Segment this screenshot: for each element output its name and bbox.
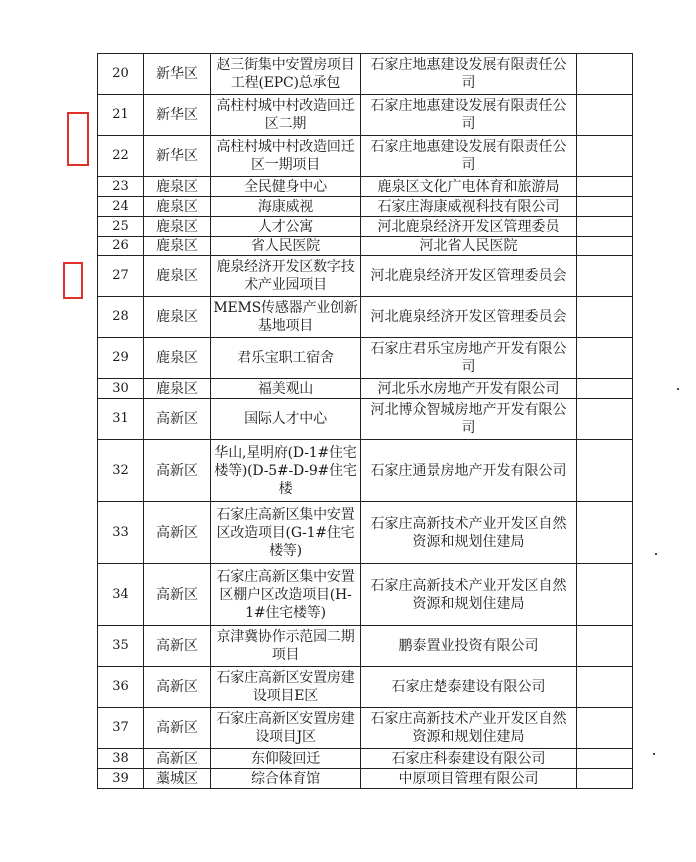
note-cell [577,136,633,177]
scan-dot [653,753,655,755]
district-cell: 高新区 [144,564,211,626]
table-row [98,769,633,789]
table-row [98,440,633,502]
note-cell [577,95,633,136]
note-cell [577,399,633,440]
note-cell [577,217,633,237]
row-number: 24 [98,197,144,217]
project-name-cell: 综合体育馆 [211,769,361,789]
row-number: 27 [98,256,144,297]
row-number: 20 [98,54,144,95]
note-cell [577,749,633,769]
district-cell: 鹿泉区 [144,379,211,399]
company-cell: 石家庄楚泰建设有限公司 [361,667,577,708]
district-cell: 藁城区 [144,769,211,789]
table-row [98,95,633,136]
company-cell: 鹏泰置业投资有限公司 [361,626,577,667]
note-cell [577,769,633,789]
row-number: 23 [98,177,144,197]
district-cell: 新华区 [144,136,211,177]
row-number: 22 [98,136,144,177]
table-row [98,502,633,564]
note-cell [577,502,633,564]
district-cell: 新华区 [144,54,211,95]
note-cell [577,54,633,95]
district-cell: 鹿泉区 [144,237,211,256]
company-cell: 石家庄海康威视科技有限公司 [361,197,577,217]
table-row [98,54,633,95]
table-row [98,217,633,237]
note-cell [577,237,633,256]
company-cell: 石家庄地惠建设发展有限责任公司 [361,95,577,136]
table-row [98,626,633,667]
project-name-cell: 华山,星明府(D-1#住宅楼等)(D-5#-D-9#住宅楼 [211,440,361,502]
district-cell: 鹿泉区 [144,197,211,217]
company-cell: 石家庄君乐宝房地产开发有限公司 [361,338,577,379]
project-name-cell: MEMS传感器产业创新基地项目 [211,297,361,338]
project-name-cell: 石家庄高新区集中安置区改造项目(G-1#住宅楼等) [211,502,361,564]
company-cell: 石家庄地惠建设发展有限责任公司 [361,136,577,177]
note-cell [577,338,633,379]
table-row [98,297,633,338]
note-cell [577,667,633,708]
project-name-cell: 海康威视 [211,197,361,217]
district-cell: 高新区 [144,440,211,502]
district-cell: 高新区 [144,626,211,667]
district-cell: 鹿泉区 [144,297,211,338]
table-row [98,136,633,177]
note-cell [577,708,633,749]
district-cell: 新华区 [144,95,211,136]
company-cell: 石家庄高新技术产业开发区自然资源和规划住建局 [361,502,577,564]
table-row [98,338,633,379]
table-row [98,177,633,197]
project-table [97,53,633,789]
table-row [98,237,633,256]
project-name-cell: 省人民医院 [211,237,361,256]
company-cell: 中原项目管理有限公司 [361,769,577,789]
project-name-cell: 鹿泉经济开发区数字技术产业园项目 [211,256,361,297]
row-number: 34 [98,564,144,626]
row-number: 21 [98,95,144,136]
red-marker-row-27 [63,262,83,299]
project-name-cell: 福美观山 [211,379,361,399]
table-row [98,708,633,749]
note-cell [577,626,633,667]
note-cell [577,440,633,502]
company-cell: 河北鹿泉经济开发区管理委员会 [361,256,577,297]
district-cell: 鹿泉区 [144,177,211,197]
table-row [98,564,633,626]
row-number: 35 [98,626,144,667]
company-cell: 石家庄科泰建设有限公司 [361,749,577,769]
table-row [98,399,633,440]
project-name-cell: 京津冀协作示范园二期项目 [211,626,361,667]
table-row [98,197,633,217]
row-number: 33 [98,502,144,564]
note-cell [577,177,633,197]
project-name-cell: 全民健身中心 [211,177,361,197]
project-name-cell: 人才公寓 [211,217,361,237]
company-cell: 河北鹿泉经济开发区管理委员 [361,217,577,237]
red-marker-rows-21-22 [67,112,89,166]
project-name-cell: 东仰陵回迁 [211,749,361,769]
row-number: 30 [98,379,144,399]
note-cell [577,256,633,297]
row-number: 38 [98,749,144,769]
district-cell: 高新区 [144,667,211,708]
company-cell: 石家庄高新技术产业开发区自然资源和规划住建局 [361,708,577,749]
scan-dot [677,388,679,390]
row-number: 31 [98,399,144,440]
project-name-cell: 石家庄高新区集中安置区棚户区改造项目(H-1#住宅楼等) [211,564,361,626]
note-cell [577,564,633,626]
row-number: 36 [98,667,144,708]
district-cell: 高新区 [144,399,211,440]
note-cell [577,297,633,338]
project-name-cell: 石家庄高新区安置房建设项目J区 [211,708,361,749]
scan-dot [655,553,657,555]
table-row [98,256,633,297]
company-cell: 石家庄高新技术产业开发区自然资源和规划住建局 [361,564,577,626]
row-number: 28 [98,297,144,338]
district-cell: 鹿泉区 [144,256,211,297]
company-cell: 石家庄通景房地产开发有限公司 [361,440,577,502]
row-number: 29 [98,338,144,379]
company-cell: 河北鹿泉经济开发区管理委员会 [361,297,577,338]
table-row [98,667,633,708]
company-cell: 河北省人民医院 [361,237,577,256]
company-cell: 河北乐水房地产开发有限公司 [361,379,577,399]
company-cell: 鹿泉区文化广电体育和旅游局 [361,177,577,197]
project-name-cell: 君乐宝职工宿舍 [211,338,361,379]
note-cell [577,197,633,217]
district-cell: 高新区 [144,749,211,769]
row-number: 32 [98,440,144,502]
company-cell: 河北博众智城房地产开发有限公司 [361,399,577,440]
project-name-cell: 高柱村城中村改造回迁区一期项目 [211,136,361,177]
table-row [98,379,633,399]
row-number: 26 [98,237,144,256]
district-cell: 鹿泉区 [144,338,211,379]
project-name-cell: 赵三街集中安置房项目工程(EPC)总承包 [211,54,361,95]
company-cell: 石家庄地惠建设发展有限责任公司 [361,54,577,95]
table-row [98,749,633,769]
project-name-cell: 国际人才中心 [211,399,361,440]
note-cell [577,379,633,399]
row-number: 37 [98,708,144,749]
district-cell: 鹿泉区 [144,217,211,237]
project-name-cell: 高柱村城中村改造回迁区二期 [211,95,361,136]
district-cell: 高新区 [144,502,211,564]
row-number: 25 [98,217,144,237]
row-number: 39 [98,769,144,789]
district-cell: 高新区 [144,708,211,749]
project-name-cell: 石家庄高新区安置房建设项目E区 [211,667,361,708]
